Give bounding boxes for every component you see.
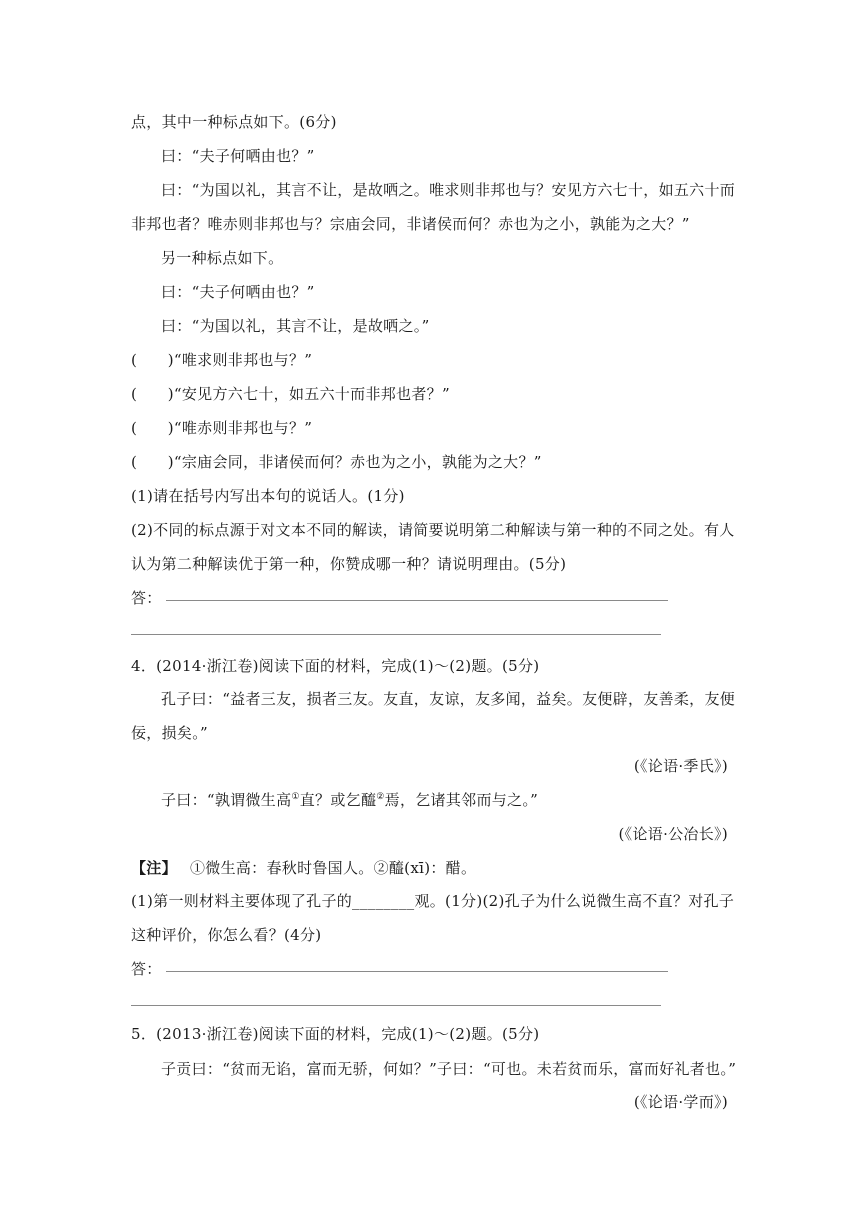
q3-blank-1: ( )“唯求则非邦也与？” (131, 351, 313, 369)
q4-answer-line-2 (131, 1005, 661, 1006)
q3-punct2-line1: 曰：“夫子何哂由也？” (161, 283, 315, 301)
q5-heading: 5．(2013·浙江卷)阅读下面的材料，完成(1)～(2)题。(5分) (131, 1025, 540, 1043)
q3-another-label: 另一种标点如下。 (161, 249, 284, 267)
q4-note-label: 【注】 (131, 859, 177, 877)
q4-source-1: (《论语·季氏》) (633, 757, 728, 775)
q4-note (131, 858, 476, 878)
q4-text2-part-c: 焉，乞诸其邻而与之。” (384, 791, 539, 809)
q5-text1: 子贡曰：“贫而无谄，富而无骄，何如？”子曰：“可也。未若贫而乐，富而好礼者也。” (161, 1060, 737, 1078)
q4-subquestions-line1: (1)第一则材料主要体现了孔子的________观。(1分)(2)孔子为什么说微生高不直？对孔子 (131, 892, 735, 910)
q4-subquestions-line2: 这种评价，你怎么看？(4分) (131, 926, 322, 944)
q3-subquestion-2-line1: (2)不同的标点源于对文本不同的解读，请简要说明第二种解读与第一种的不同之处。有人 (131, 521, 735, 539)
q4-source-2: (《论语·公冶长》) (618, 825, 728, 843)
q3-blank-4: ( )“宗庙会同，非诸侯而何？赤也为之小，孰能为之大？” (131, 453, 542, 471)
q4-text2 (161, 790, 538, 810)
q3-subquestion-2-line2: 认为第二种解读优于第一种，你赞成哪一种？请说明理由。(5分) (131, 555, 567, 573)
q4-note-text: ①微生高：春秋时鲁国人。②醯(xī)：醋。 (189, 859, 477, 877)
q3-punct1-line1: 曰：“夫子何哂由也？” (161, 147, 315, 165)
q3-punct1-line3: 非邦也者？唯赤则非邦也与？宗庙会同，非诸侯而何？赤也为之小，孰能为之大？” (131, 215, 690, 233)
q4-answer-label: 答： (131, 960, 162, 978)
q3-subquestion-1: (1)请在括号内写出本句的说话人。(1分) (131, 487, 405, 505)
q3-answer-line-2 (131, 634, 661, 635)
q3-intro: 点，其中一种标点如下。(6分) (131, 113, 337, 131)
q4-heading: 4．(2014·浙江卷)阅读下面的材料，完成(1)～(2)题。(5分) (131, 657, 540, 675)
q4-text1-line2: 佞，损矣。” (131, 724, 208, 742)
q4-footnote-ref-2: ② (376, 792, 385, 802)
q5-source-1: (《论语·学而》) (633, 1093, 728, 1111)
q4-text2-part-a: 子曰：“孰谓微生高 (161, 791, 292, 809)
q3-punct2-line2: 曰：“为国以礼，其言不让，是故哂之。” (161, 317, 430, 335)
q3-blank-2: ( )“安见方六七十，如五六十而非邦也者？” (131, 385, 450, 403)
q3-blank-3: ( )“唯赤则非邦也与？” (131, 419, 313, 437)
q3-answer-line-1 (166, 600, 668, 601)
q3-answer-label: 答： (131, 589, 162, 607)
q4-text2-part-b: 直？或乞醯 (299, 791, 377, 809)
q3-punct1-line2: 曰：“为国以礼，其言不让，是故哂之。唯求则非邦也与？安见方六七十，如五六十而 (161, 181, 736, 199)
q4-answer-line-1 (166, 971, 668, 972)
q4-footnote-ref-1: ① (291, 792, 300, 802)
q4-text1-line1: 孔子曰：“益者三友，损者三友。友直，友谅，友多闻，益矣。友便辟，友善柔，友便 (161, 690, 736, 708)
